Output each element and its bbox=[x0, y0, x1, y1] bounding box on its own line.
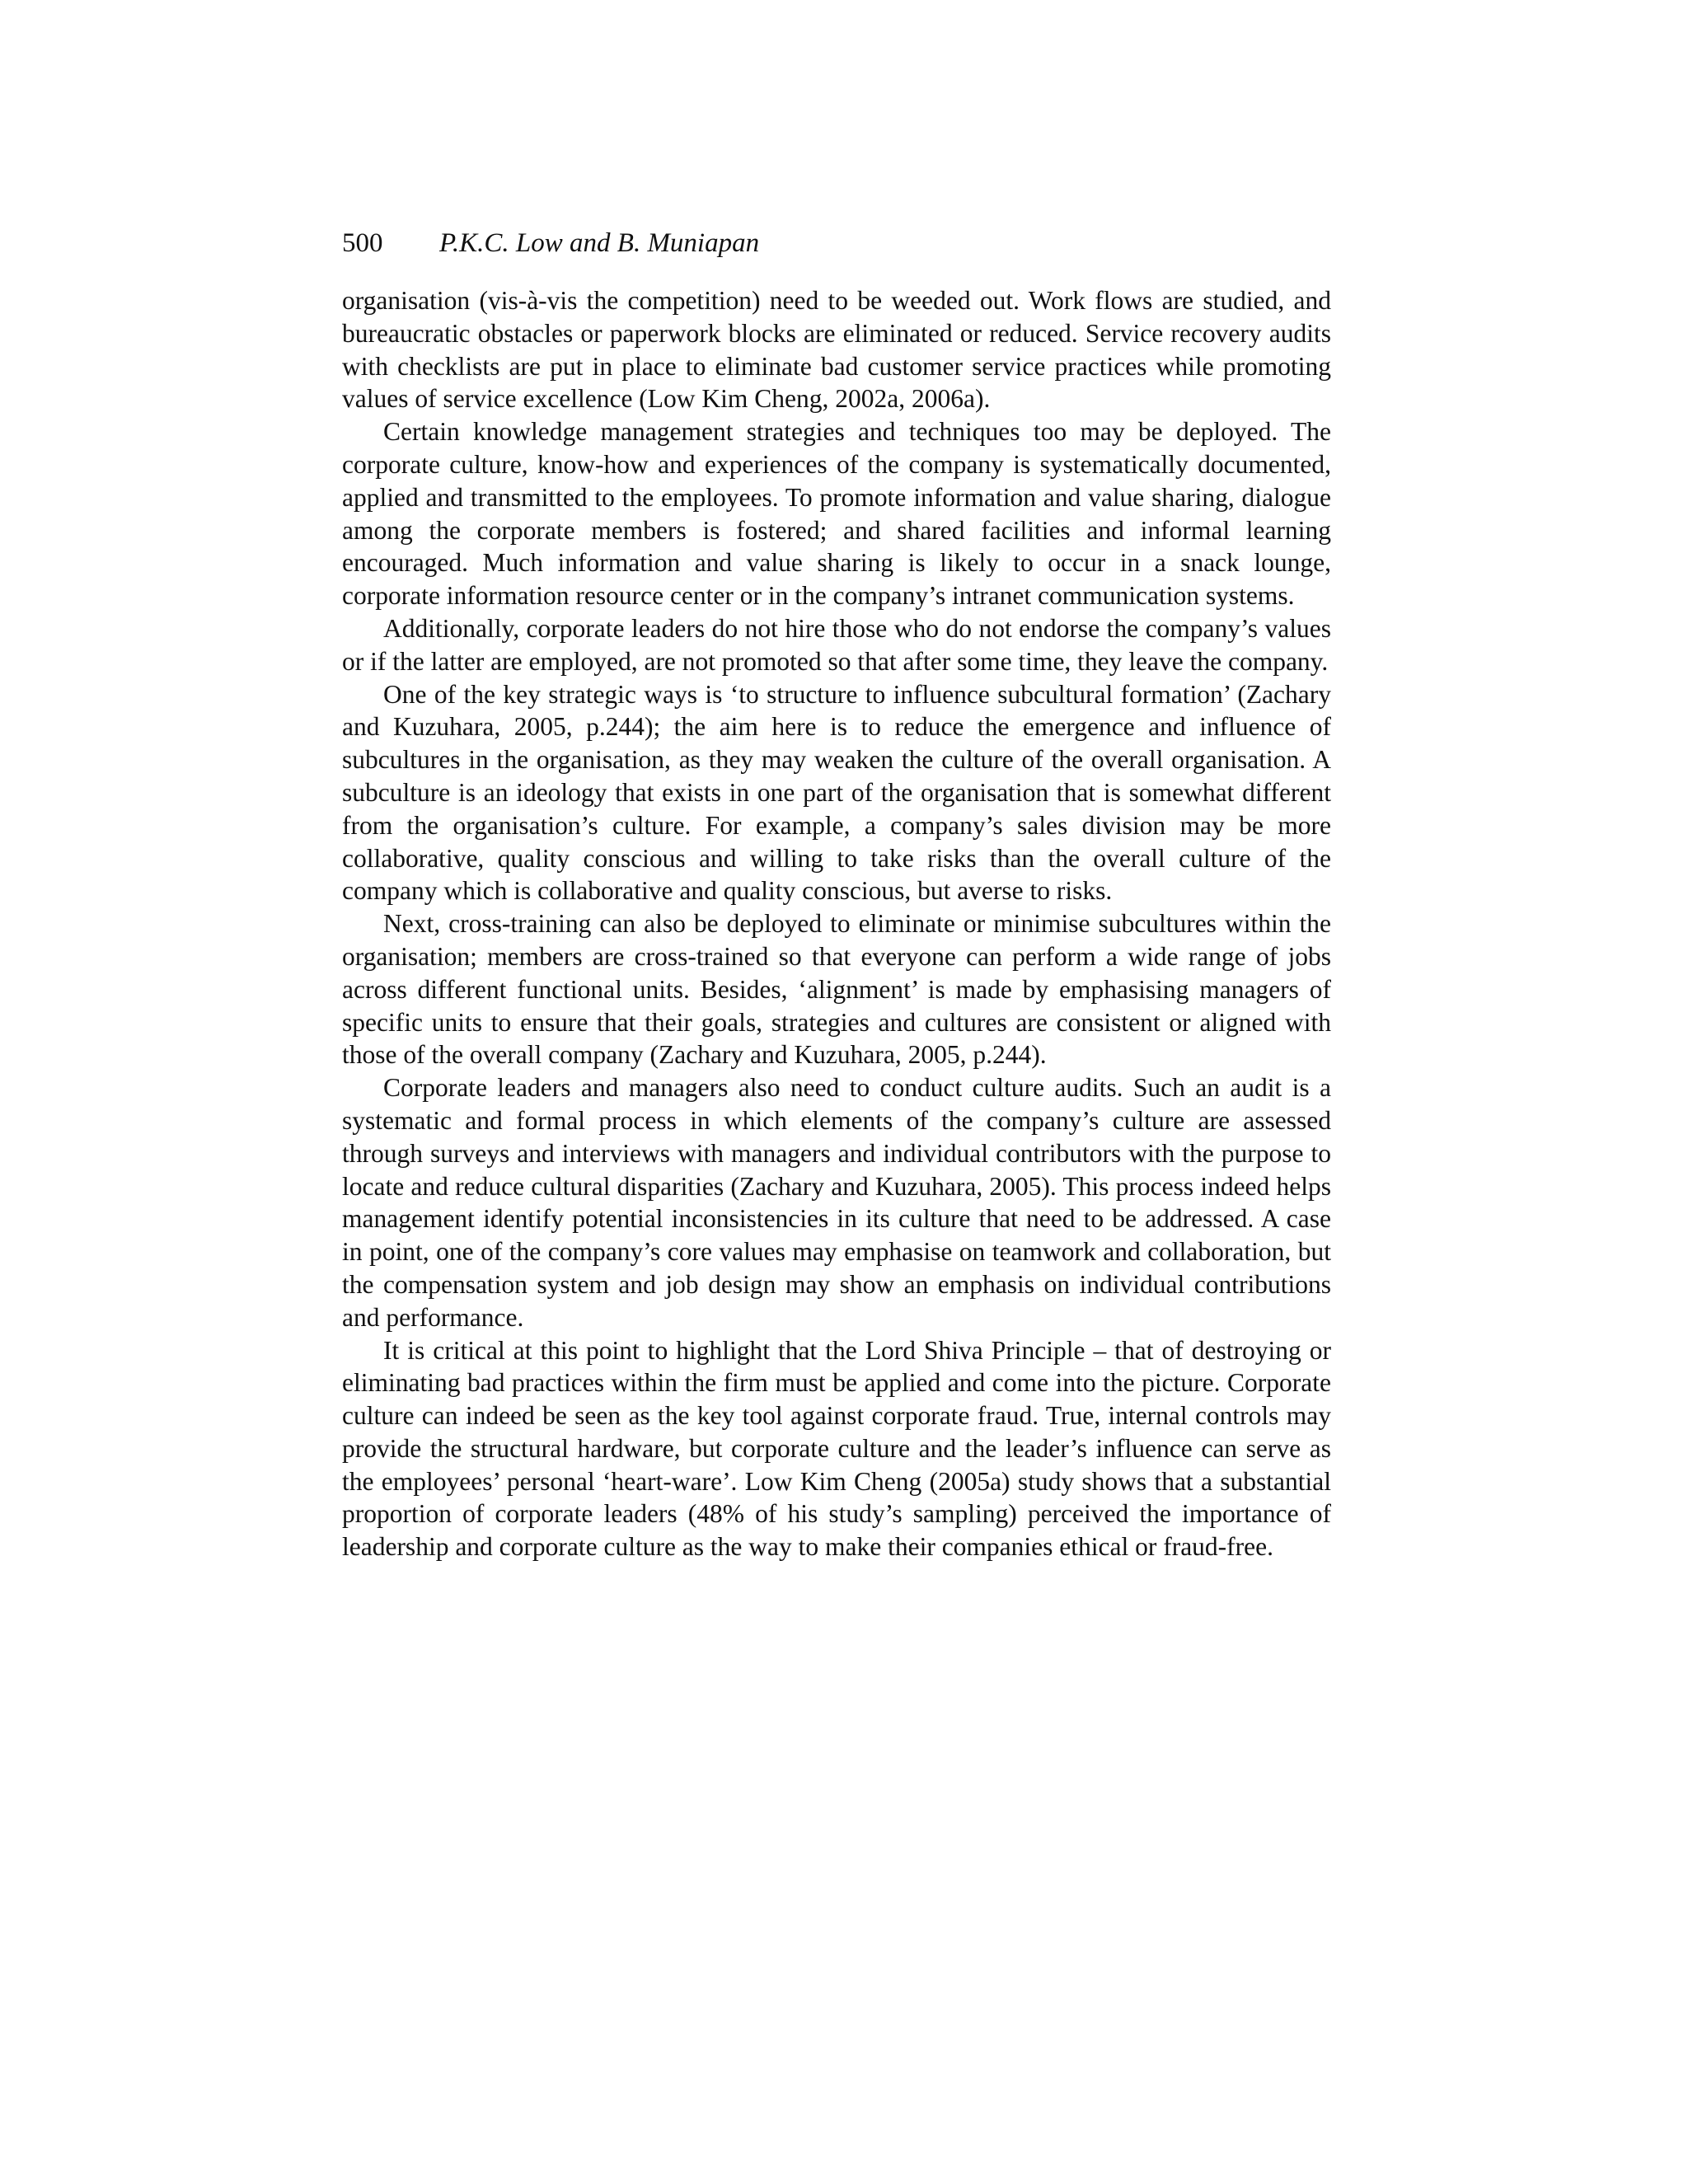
page-number: 500 bbox=[342, 228, 383, 258]
paragraph-cross-training: Next, cross-training can also be deployed to eliminate or minimise subcultures within the organisation; members are cross-trained so that everyone can perform a wide range of jobs across different functional units. Besides, ‘alignment’ is made by emphasising managers of specific units to ensure that their goals, strategies and cultures are consistent or aligned with those of the overall company (Zachary and Kuzuhara, 2005, p.244). bbox=[342, 909, 1331, 1070]
paragraph-knowledge-management: Certain knowledge management strategies and techniques too may be deployed. The corporate culture, know-how and experiences of the company is systematically documented, applied and transmitted to the employees. To promote information and value sharing, dialogue among the corporate members is fostered; and shared facilities and informal learning encouraged. Much information and value sharing is likely to occur in a snack lounge, corporate information resource center or in the company’s intranet communication systems. bbox=[342, 417, 1331, 611]
running-authors: P.K.C. Low and B. Muniapan bbox=[439, 228, 760, 258]
paragraph-culture-audits: Corporate leaders and managers also need to conduct culture audits. Such an audit is a systematic and formal process in which elements of the company’s culture are assessed through surveys and interviews with managers and individual contributors with the purpose to locate and reduce cultural disparities (Zachary and Kuzuhara, 2005). This process indeed helps management identify potential inconsistencies in its culture that need to be addressed. A case in point, one of the company’s core values may emphasise on teamwork and collaboration, but the compensation system and job design may show an emphasis on individual contributions and performance. bbox=[342, 1073, 1331, 1332]
paragraph-continued: organisation (vis-à-vis the competition) need to be weeded out. Work flows are studied, and bureaucratic obstacles or paperwork blocks are eliminated or reduced. Service recovery audits with checklists are put in place to eliminate bad customer service practices while promoting values of service excellence (Low Kim Cheng, 2002a, 2006a). bbox=[342, 286, 1331, 414]
running-header bbox=[342, 223, 1331, 264]
paragraph-lord-shiva-principle: It is critical at this point to highlight that the Lord Shiva Principle – that of destroying or eliminating bad practices within the firm must be applied and come into the picture. Corporate culture can indeed be seen as the key tool against corporate fraud. True, internal controls may provide the structural hardware, but corporate culture and the leader’s influence can serve as the employees’ personal ‘heart-ware’. Low Kim Cheng (2005a) study shows that a substantial proportion of corporate leaders (48% of his study’s sampling) perceived the importance of leadership and corporate culture as the way to make their companies ethical or fraud-free. bbox=[342, 1335, 1331, 1562]
body-text bbox=[342, 284, 1331, 1563]
paragraph-hiring: Additionally, corporate leaders do not hire those who do not endorse the company’s values or if the latter are employed, are not promoted so that after some time, they leave the company. bbox=[342, 613, 1331, 676]
paragraph-subcultures: One of the key strategic ways is ‘to structure to influence subcultural formation’ (Zachary and Kuzuhara, 2005, p.244); the aim here is to reduce the emergence and influence of subcultures in the organisation, as they may weaken the culture of the overall organisation. A subculture is an ideology that exists in one part of the organisation that is somewhat different from the organisation’s culture. For example, a company’s sales division may be more collaborative, quality conscious and willing to take risks than the overall culture of the company which is collaborative and quality conscious, but averse to risks. bbox=[342, 679, 1331, 906]
